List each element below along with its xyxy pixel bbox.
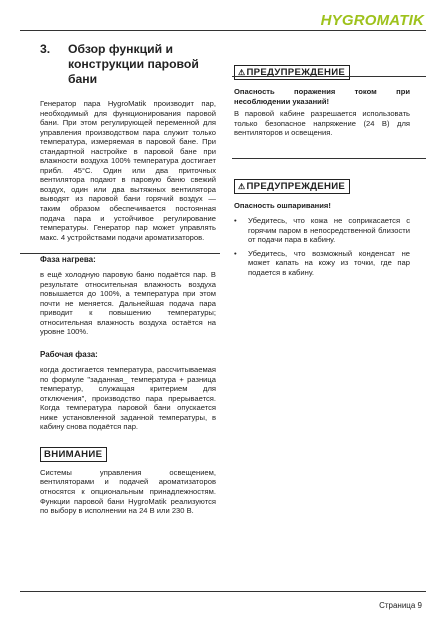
separator-left-1 bbox=[20, 253, 220, 254]
warning-title-scald: Опасность ошпаривания! bbox=[234, 200, 331, 210]
heating-phase-heading: Фаза нагрева: bbox=[40, 255, 96, 265]
bullet-icon: • bbox=[234, 216, 237, 226]
footer-rule bbox=[20, 591, 426, 592]
warning-label-scald: ПРЕДУПРЕЖДЕНИЕ bbox=[246, 180, 346, 192]
list-item: • Убедитесь, что кожа не соприкасается с горячим паром в непосредственной близости от подачи пара в кабину. bbox=[234, 216, 410, 245]
separator-right-2 bbox=[232, 158, 426, 159]
bullet-icon: • bbox=[234, 248, 237, 258]
warning-title-electric: Опасность поражения током при несоблюдении указаний! bbox=[234, 87, 410, 106]
chapter-heading bbox=[40, 42, 216, 87]
working-phase-text: когда достигается температура, рассчитываемая по формуле "заданная_ температура + разница температур, служащая критерием для отключения", производство пара прерывается. Когда температура паровой бани опускается ниже установленной заданной температуры, в кабину снова подаётся пар. bbox=[40, 365, 216, 432]
intro-paragraph: Генератор пара HygroMatik производит пар, необходимый для функционирования паровой бани. При этом регулирующей переменной для управления производством пара служит только температура, измеряемая в паровой бане. При стандартной настройке в паровой бане при влажности воздуха 100% температура достигает прибл. 45°C. Один или два приточных вентилятора подают в паровую баню свежий воздух, один или два вытяжных вентилятора выводят из паровой бани горячий воздух — таким образом обеспечивается постоянная подача пара и устойчивое регулирование температуры. Генератор пар может управлять макс. 4 устройствами подачи ароматизаторов. bbox=[40, 99, 216, 242]
scald-bullet-list bbox=[234, 216, 410, 277]
logo-matik: MATIK bbox=[376, 12, 424, 29]
warning-box-electric bbox=[234, 65, 350, 80]
hygromatik-logo bbox=[321, 12, 424, 29]
working-phase-heading: Рабочая фаза: bbox=[40, 350, 98, 360]
warning-text-electric: В паровой кабине разрешается использовать только безопасное напряжение (24 В) для вентиляторов и освещения. bbox=[234, 109, 410, 138]
left-column bbox=[40, 42, 216, 516]
warning-triangle-icon: ⚠ bbox=[238, 68, 246, 77]
attention-text: Системы управления освещением, вентиляторами и подачей ароматизаторов относятся к опциональным принадлежностям. Функции паровой бани HygroMatik реализуются по выбору в исполнении на 24 В или 230 В. bbox=[40, 467, 216, 516]
warning-triangle-icon: ⚠ bbox=[238, 181, 246, 191]
separator-right-1 bbox=[232, 76, 426, 77]
page-number: Страница 9 bbox=[379, 601, 422, 610]
heating-phase-text: в ещё холодную паровую баню подаётся пар. В результате относительная влажность воздуха повышается до 100%, а температура при этом почти не меняется. Дальнейшая подача пара приводит к повышению температуры; относительная влажность воздуха остаётся на уровне 100%. bbox=[40, 270, 216, 337]
list-item: • Убедитесь, что возможный конденсат не может капать на кожу из точки, где пар подается в кабину. bbox=[234, 248, 410, 278]
logo-hygro: HYGRO bbox=[320, 12, 377, 29]
warning-label-electric: ПРЕДУПРЕЖДЕНИЕ bbox=[246, 67, 346, 78]
right-column bbox=[234, 62, 410, 282]
warning-box-scald bbox=[234, 179, 350, 194]
chapter-number: 3. bbox=[40, 42, 51, 56]
attention-label: ВНИМАНИЕ bbox=[40, 447, 107, 462]
chapter-title: Обзор функций и конструкции паровой бани bbox=[68, 42, 199, 86]
header-rule bbox=[20, 30, 426, 31]
